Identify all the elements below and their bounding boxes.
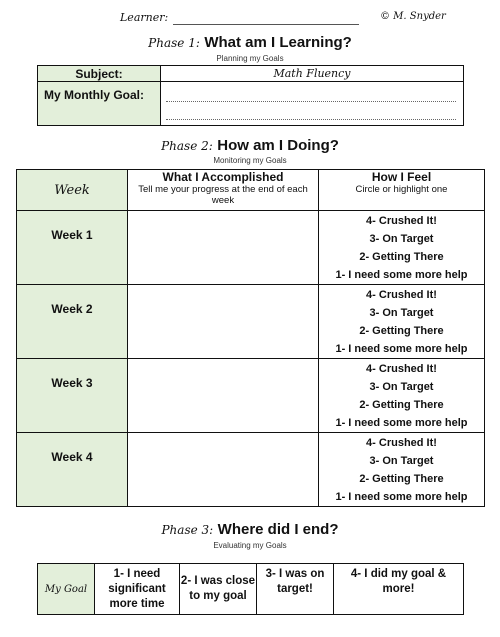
rating-cell[interactable] — [319, 433, 485, 507]
phase3-label: Phase 3: — [161, 523, 214, 537]
rating-option[interactable]: 1- I need some more help — [335, 416, 468, 429]
accomplished-title: What I Accomplished — [162, 170, 284, 184]
phase3-subtitle: Evaluating my Goals — [213, 541, 287, 550]
rating-option[interactable]: 1- I need some more help — [335, 268, 468, 281]
phase2-title: How am I Doing? — [217, 137, 339, 154]
rating-option[interactable]: 4- Crushed It! — [366, 436, 437, 449]
rating-option[interactable]: 2- Getting There — [359, 324, 444, 337]
phase3-title: Where did I end? — [217, 521, 339, 538]
phase2-label: Phase 2: — [161, 139, 213, 153]
phase1-heading — [0, 34, 500, 52]
rating-option[interactable]: 4- Crushed It! — [366, 362, 437, 375]
week-label: Week 2 — [17, 285, 128, 359]
evaluation-option[interactable]: 2- I was close to my goal — [180, 564, 257, 615]
week-label: Week 4 — [17, 433, 128, 507]
rating-option[interactable]: 1- I need some more help — [335, 342, 468, 355]
phase1-title: What am I Learning? — [204, 34, 352, 51]
subject-label: Subject: — [38, 66, 161, 82]
rating-option[interactable]: 3- On Target — [369, 232, 434, 245]
progress-table — [16, 169, 485, 507]
author-credit: © M. Snyder — [380, 11, 446, 22]
learner-name-line[interactable] — [173, 10, 359, 25]
learner-label: Learner: — [120, 11, 169, 24]
rating-option[interactable]: 4- Crushed It! — [366, 214, 437, 227]
rating-cell[interactable] — [319, 211, 485, 285]
week-row — [17, 359, 485, 433]
rating-option[interactable]: 4- Crushed It! — [366, 288, 437, 301]
feel-note: Circle or highlight one — [355, 184, 448, 195]
week-row — [17, 285, 485, 359]
subject-value[interactable]: Math Fluency — [161, 66, 464, 82]
my-goal-label: My Goal — [38, 564, 95, 615]
accomplished-cell[interactable] — [128, 211, 319, 285]
rating-option[interactable]: 3- On Target — [369, 380, 434, 393]
phase1-label: Phase 1: — [148, 36, 200, 50]
goal-line-1 — [166, 101, 456, 102]
accomplished-cell[interactable] — [128, 359, 319, 433]
phase3-heading — [0, 521, 500, 539]
evaluation-option[interactable]: 1- I need significant more time — [95, 564, 180, 615]
rating-option[interactable]: 3- On Target — [369, 454, 434, 467]
col-feel-header — [319, 170, 485, 211]
evaluation-option[interactable]: 4- I did my goal & more! — [334, 564, 464, 615]
rating-cell[interactable] — [319, 359, 485, 433]
week-label: Week 1 — [17, 211, 128, 285]
accomplished-note: Tell me your progress at the end of each week — [138, 184, 308, 206]
accomplished-cell[interactable] — [128, 285, 319, 359]
week-row — [17, 211, 485, 285]
monthly-goal-label: My Monthly Goal: — [38, 82, 161, 126]
rating-option[interactable]: 2- Getting There — [359, 472, 444, 485]
phase2-heading — [0, 137, 500, 155]
phase1-subtitle: Planning my Goals — [216, 54, 284, 63]
evaluation-option[interactable]: 3- I was on target! — [257, 564, 334, 615]
col-week-header: Week — [17, 170, 128, 211]
week-label: Week 3 — [17, 359, 128, 433]
rating-option[interactable]: 1- I need some more help — [335, 490, 468, 503]
col-accomplished-header — [128, 170, 319, 211]
week-row — [17, 433, 485, 507]
rating-option[interactable]: 2- Getting There — [359, 398, 444, 411]
feel-title: How I Feel — [371, 170, 432, 184]
goal-line-2 — [166, 119, 456, 120]
rating-option[interactable]: 3- On Target — [369, 306, 434, 319]
rating-cell[interactable] — [319, 285, 485, 359]
rating-option[interactable]: 2- Getting There — [359, 250, 444, 263]
evaluation-table — [37, 563, 464, 615]
phase2-subtitle: Monitoring my Goals — [213, 156, 287, 165]
accomplished-cell[interactable] — [128, 433, 319, 507]
phase1-table — [37, 65, 464, 126]
